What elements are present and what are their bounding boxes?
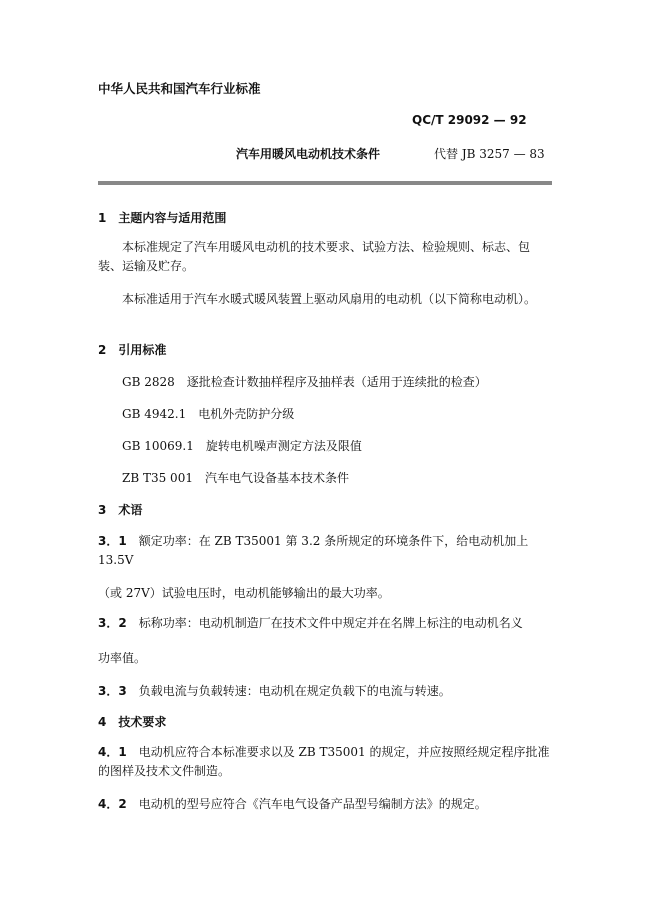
term-3-2-continuation: 功率值。 <box>98 651 147 665</box>
term-3-1-continuation: （或 27V）试验电压时，电动机能够输出的最大功率。 <box>98 586 390 600</box>
requirement-4-2 <box>98 795 487 812</box>
document-title: 汽车用暖风电动机技术条件 <box>236 147 381 161</box>
section-3-heading: 3 术语 <box>98 503 143 517</box>
section-1-heading: 1 主题内容与适用范围 <box>98 211 227 225</box>
section-4-heading: 4 技术要求 <box>98 715 167 729</box>
section-2-heading: 2 引用标准 <box>98 343 167 357</box>
reference-item: GB 10069.1 旋转电机噪声测定方法及限值 <box>122 439 362 453</box>
requirement-4-1 <box>98 743 552 781</box>
reference-item: GB 2828 逐批检查计数抽样程序及抽样表（适用于连续批的检查） <box>122 375 487 389</box>
clause-text: 电动机的型号应符合《汽车电气设备产品型号编制方法》的规定。 <box>138 797 487 811</box>
clause-text: 负载电流与负载转速：电动机在规定负载下的电流与转速。 <box>138 684 451 698</box>
clause-number: 4．1 <box>98 745 127 759</box>
clause-text: 电动机应符合本标准要求以及 ZB T35001 的规定，并应按照经规定程序批准的图样及技术文件制造。 <box>98 745 550 778</box>
header-divider <box>98 181 552 185</box>
reference-item: GB 4942.1 电机外壳防护分级 <box>122 407 295 421</box>
clause-text: 额定功率：在 ZB T35001 第 3.2 条所规定的环境条件下，给电动机加上 13.5V <box>98 534 529 567</box>
org-line: 中华人民共和国汽车行业标准 <box>98 81 261 96</box>
reference-item: ZB T35 001 汽车电气设备基本技术条件 <box>122 471 349 485</box>
clause-number: 3．2 <box>98 616 127 630</box>
clause-number: 4．2 <box>98 797 127 811</box>
term-3-1 <box>98 532 552 570</box>
term-3-2 <box>98 614 523 631</box>
term-3-3 <box>98 682 451 699</box>
clause-number: 3．1 <box>98 534 127 548</box>
replaces-note: 代替 JB 3257 — 83 <box>434 147 545 161</box>
clause-number: 3．3 <box>98 684 127 698</box>
standard-number: QC/T 29092 — 92 <box>412 113 527 127</box>
section-1-paragraph-2: 本标准适用于汽车水暖式暖风装置上驱动风扇用的电动机（以下简称电动机）。 <box>122 292 537 306</box>
section-1-paragraph-1: 本标准规定了汽车用暖风电动机的技术要求、试验方法、检验规则、标志、包装、运输及贮存。 <box>98 240 531 273</box>
clause-text: 标称功率：电动机制造厂在技术文件中规定并在名牌上标注的电动机名义 <box>138 616 523 630</box>
